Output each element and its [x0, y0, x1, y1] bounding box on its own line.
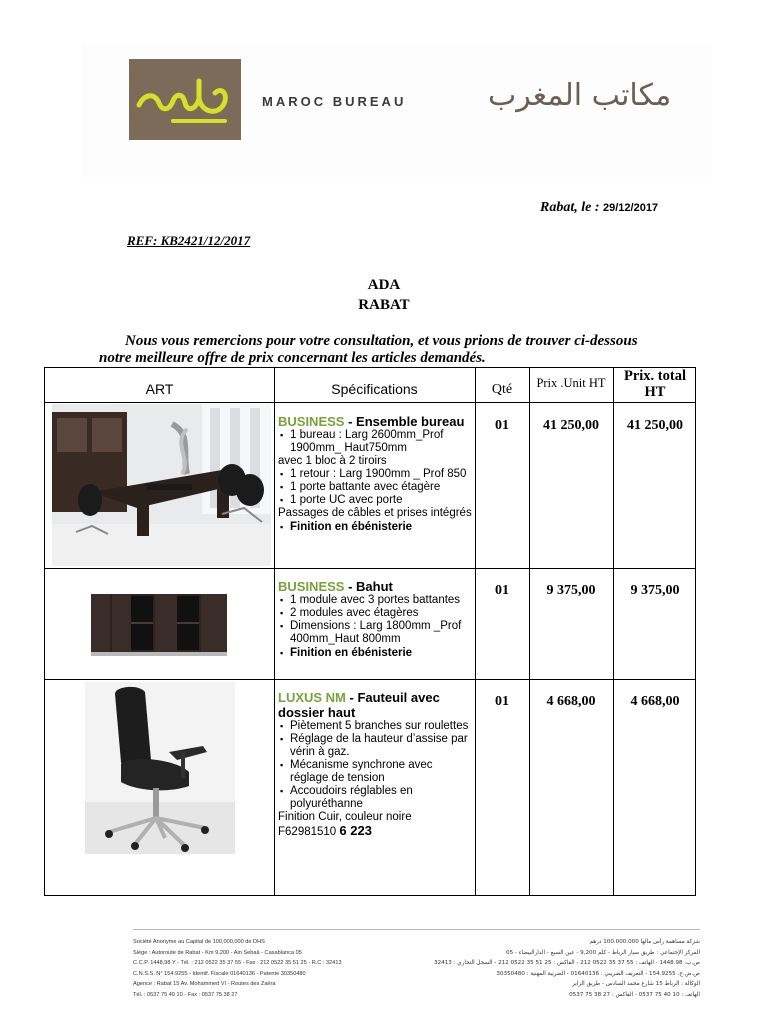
spec-row-3: [278, 690, 474, 839]
footer-line: المركز الإجتماعي : طريق سيار الرباط - كلم 9,200 - عين السبع - الدارالبيضاء - 05: [506, 949, 700, 956]
footer-line: ص.ب. 1448.98 - الهاتف : 55 37 35 0522 212 - الفاكس : 25 51 35 0522 212 - السجل التجاري : 32413: [434, 960, 700, 966]
spec-line: ▪ Mécanisme synchrone avec réglage de tension: [278, 759, 474, 785]
col-divider: [475, 368, 476, 895]
reference: REF: KB2421/12/2017: [127, 233, 251, 248]
spec-row-2: [278, 579, 474, 660]
row-divider: [45, 679, 695, 680]
qty-row-3: 01: [495, 694, 509, 709]
footer-divider: [133, 929, 700, 930]
product-brand: LUXUS NM: [278, 690, 346, 705]
footer-legal-ar: [395, 937, 700, 1000]
total-price-row-1: 41 250,00: [627, 418, 683, 433]
client-city: RABAT: [358, 297, 410, 313]
footer-line: Siège : Autoroute de Rabat - Km 9,200 - Ain Sebaâ - Casablanca 05: [133, 949, 302, 956]
date-value: 29/12/2017: [603, 202, 659, 214]
col-divider: [274, 368, 275, 895]
spec-finish: ▪ Finition en ébénisterie: [278, 521, 474, 534]
code-suffix: 6 223: [339, 823, 372, 838]
header-unit-price: Prix .Unit HT: [536, 376, 606, 390]
footer-line: شركة مساهمة رأس مالها 100.000.000 درهم: [589, 939, 700, 945]
qty-row-1: 01: [495, 418, 509, 433]
product-image-desk: [52, 404, 271, 566]
footer-line: Société Anonyme au Capital de 100,000,000 de DHS: [133, 939, 265, 945]
spec-line: avec 1 bloc à 2 tiroirs: [278, 455, 387, 467]
intro-line-2: notre meilleure offre de prix concernant les articles demandés.: [99, 350, 486, 366]
qty-row-2: 01: [495, 583, 509, 598]
spec-line: Passages de câbles et prises intégrés: [278, 507, 472, 519]
product-brand: BUSINESS: [278, 579, 345, 594]
unit-price-row-3: 4 668,00: [546, 694, 596, 709]
total-price-row-2: 9 375,00: [630, 583, 680, 598]
footer-line: C.C.P. 1448,98 Y - Tél. : 212 0522 35 37 55 - Fax : 212 0522 35 51 25 - R.C : 32413: [133, 960, 342, 966]
date-label: Rabat, le :: [540, 200, 600, 215]
spec-line: ▪ Piètement 5 branches sur roulettes: [278, 720, 474, 733]
spec-row-1: [278, 414, 474, 534]
unit-price-row-2: 9 375,00: [546, 583, 596, 598]
footer-line: C.N.S.S. N° 154.9255 - Identif. Fiscale 01640136 - Patente 30350480: [133, 970, 306, 977]
footer-line: Agence : Rabat 15 Av. Mohammed VI - Routes des Zaëra: [133, 981, 276, 987]
spec-line: ▪ 1 bureau : Larg 2600mm_Prof 1900mm_ Haut750mm: [278, 429, 474, 455]
footer-line: الهاتف : 10 40 75 0537 - الفاكس : 27 38 75 0537: [569, 991, 700, 998]
product-image-armchair: [85, 682, 235, 854]
col-divider: [529, 368, 530, 895]
footer-line: ص.ض.ج. 154.9255 - التعريف الضريبي : 01640136 - الضريبة المهنية : 30350480: [496, 970, 700, 977]
spec-line: ▪ 2 modules avec étagères: [278, 607, 474, 620]
spec-line: ▪ Dimensions : Larg 1800mm _Prof 400mm_Haut 800mm: [278, 620, 474, 646]
col-divider: [613, 368, 614, 895]
product-name: - Fauteuil avec dossier haut: [278, 690, 440, 720]
spec-line: ▪ 1 porte battante avec étagère: [278, 481, 474, 494]
spec-line: ▪ 1 retour : Larg 1900mm _ Prof 850: [278, 468, 474, 481]
spec-finish: ▪ Finition en ébénisterie: [278, 647, 474, 660]
brand-name-fr: MAROC BUREAU: [262, 94, 407, 109]
spec-finish: Finition Cuir, couleur noire: [278, 811, 412, 823]
company-logo: [129, 59, 241, 140]
spec-line: ▪ Réglage de la hauteur d’assise par vérin à gaz.: [278, 733, 474, 759]
footer-legal-fr: [133, 937, 342, 1000]
footer-line: الوكالة : الرباط 15 شارع محمد السادس - طريق الزاير: [572, 981, 700, 987]
header-spec: Spécifications: [331, 381, 418, 397]
brand-name-ar: مكاتب المغرب: [488, 78, 672, 113]
logo-mark-icon: [129, 59, 241, 140]
spec-line: ▪ 1 porte UC avec porte: [278, 494, 474, 507]
header-total-line2: HT: [644, 384, 666, 400]
footer-line: Tél. : 0537 75 40 10 - Fax : 0537 75 38 27: [133, 991, 238, 998]
unit-price-row-1: 41 250,00: [543, 418, 599, 433]
spec-line: ▪ 1 module avec 3 portes battantes: [278, 594, 474, 607]
client-name: ADA: [367, 277, 401, 293]
header-art: ART: [145, 381, 174, 397]
row-divider: [45, 568, 695, 569]
product-title: [278, 579, 474, 594]
code-prefix: F62981510: [278, 826, 337, 838]
date-line: [540, 200, 658, 216]
offer-table: [44, 367, 696, 896]
total-price-row-3: 4 668,00: [630, 694, 680, 709]
intro-line-1: Nous vous remercions pour votre consultation, et vous prions de trouver ci-dessous: [125, 333, 638, 349]
product-code: [278, 824, 474, 839]
product-title: [278, 414, 474, 429]
header-total-line1: Prix. total: [623, 368, 686, 384]
product-name: - Ensemble bureau: [344, 414, 465, 429]
spec-line: ▪ Accoudoirs réglables en polyuréthanne: [278, 785, 474, 811]
product-name: - Bahut: [344, 579, 393, 594]
product-image-sideboard: [85, 586, 235, 664]
header-qty: Qté: [491, 382, 513, 397]
row-divider: [45, 402, 695, 403]
product-brand: BUSINESS: [278, 414, 345, 429]
header-total-price: [613, 368, 697, 400]
product-title: [278, 690, 474, 720]
